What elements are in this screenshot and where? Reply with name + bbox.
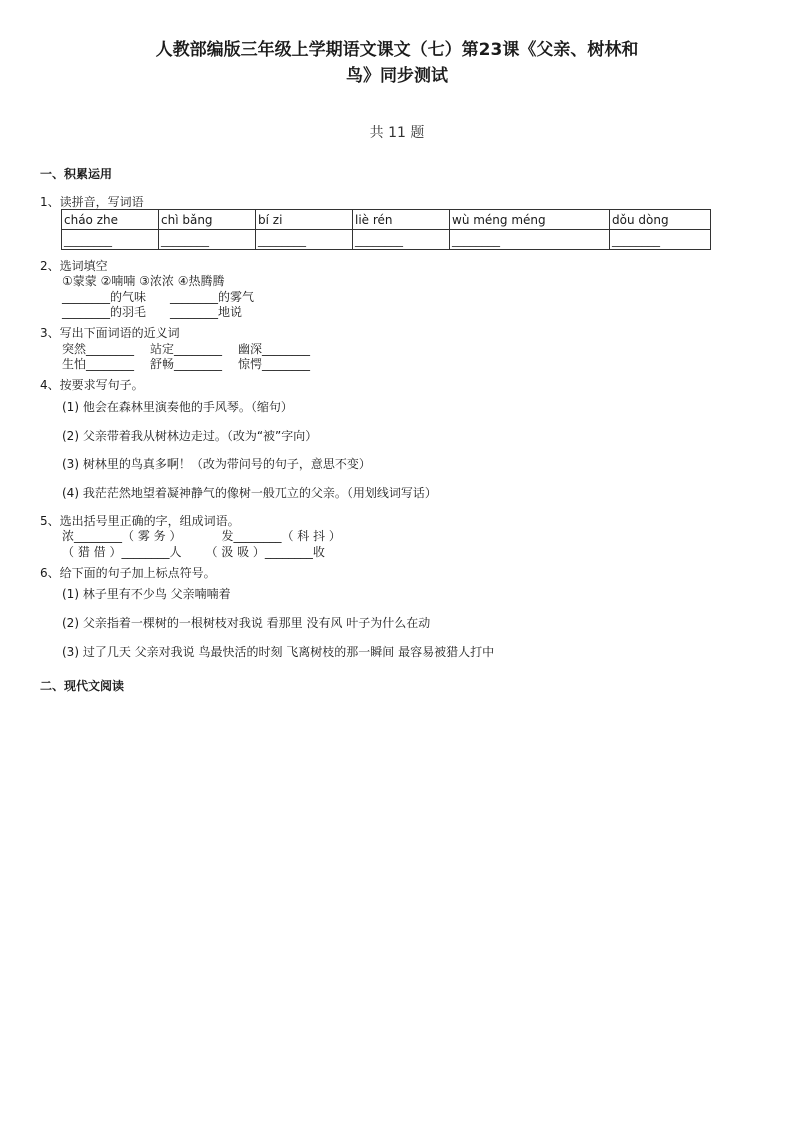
- synonym-item[interactable]: 突然________: [62, 342, 135, 356]
- question-4-item-3: (3) 树林里的鸟真多啊！（改为带问号的句子，意思不变）: [62, 457, 371, 471]
- fill-blank-item[interactable]: ________地说: [170, 305, 243, 319]
- synonym-item[interactable]: 幽深________: [238, 342, 311, 356]
- pinyin-cell: liè rén: [353, 210, 450, 230]
- synonym-item[interactable]: 站定________: [150, 342, 223, 356]
- fill-blank-item[interactable]: ________的雾气: [170, 290, 255, 304]
- pinyin-row: [62, 210, 711, 230]
- answer-row: [62, 230, 711, 250]
- question-6-stem: 6、给下面的句子加上标点符号。: [40, 566, 216, 580]
- question-4-item-2: (2) 父亲带着我从树林边走过。（改为“被”字向）: [62, 429, 318, 443]
- pinyin-cell: wù méng méng: [450, 210, 610, 230]
- question-4-item-4: (4) 我茫茫然地望着凝神静气的像树一般兀立的父亲。（用划线词写话）: [62, 486, 437, 500]
- question-5-row-1: [62, 529, 341, 544]
- pinyin-cell: bí zi: [256, 210, 353, 230]
- page-title-line-2: 鸟》同步测试: [346, 66, 448, 86]
- pinyin-cell: dǒu dòng: [610, 210, 711, 230]
- question-2-stem: 2、选词填空: [40, 259, 108, 273]
- fill-blank-item[interactable]: ________的羽毛: [62, 305, 147, 319]
- pinyin-cell: cháo zhe: [62, 210, 159, 230]
- question-6-item-3: (3) 过了几天 父亲对我说 鸟最快活的时刻 飞离树枝的那一瞬间 最容易被猎人打中: [62, 645, 495, 659]
- choice-item[interactable]: 发________（ 科 抖 ）: [221, 529, 341, 543]
- synonym-item[interactable]: 生怕________: [62, 357, 135, 371]
- question-3-row-2: [62, 357, 310, 372]
- section-heading-two: 二、现代文阅读: [40, 679, 125, 693]
- question-4-stem: 4、按要求写句子。: [40, 378, 144, 392]
- question-1-stem: 1、读拼音，写词语: [40, 195, 144, 209]
- question-2-options: ①蒙蒙 ②喃喃 ③浓浓 ④热腾腾: [62, 274, 225, 288]
- section-heading-one: 一、积累运用: [40, 167, 113, 181]
- choice-item[interactable]: 浓________（ 雾 务 ）: [62, 529, 182, 543]
- question-2-row-2: [62, 305, 242, 320]
- question-3-row-1: [62, 342, 310, 357]
- synonym-item[interactable]: 舒畅________: [150, 357, 223, 371]
- synonym-item[interactable]: 惊愕________: [238, 357, 311, 371]
- answer-cell[interactable]: ________: [159, 230, 256, 250]
- pinyin-table: [61, 209, 711, 250]
- pinyin-cell: chì bǎng: [159, 210, 256, 230]
- page-title-line-1: 人教部编版三年级上学期语文课文（七）第23课《父亲、树林和: [155, 40, 639, 60]
- fill-blank-item[interactable]: ________的气味: [62, 290, 147, 304]
- question-6-item-1: (1) 林子里有不少鸟 父亲喃喃着: [62, 587, 231, 601]
- answer-cell[interactable]: ________: [610, 230, 711, 250]
- choice-item[interactable]: （ 猎 借 ）________人: [62, 545, 182, 559]
- question-count: 共 11 题: [369, 125, 425, 141]
- answer-cell[interactable]: ________: [450, 230, 610, 250]
- answer-cell[interactable]: ________: [256, 230, 353, 250]
- question-5-row-2: [62, 545, 325, 560]
- question-4-item-1: (1) 他会在森林里演奏他的手风琴。（缩句）: [62, 400, 293, 414]
- question-2-row-1: [62, 290, 254, 305]
- answer-cell[interactable]: ________: [62, 230, 159, 250]
- answer-cell[interactable]: ________: [353, 230, 450, 250]
- question-5-stem: 5、选出括号里正确的字，组成词语。: [40, 514, 240, 528]
- question-3-stem: 3、写出下面词语的近义词: [40, 326, 180, 340]
- question-6-item-2: (2) 父亲指着一棵树的一根树枝对我说 看那里 没有风 叶子为什么在动: [62, 616, 431, 630]
- choice-item[interactable]: （ 汲 吸 ）________收: [205, 545, 325, 559]
